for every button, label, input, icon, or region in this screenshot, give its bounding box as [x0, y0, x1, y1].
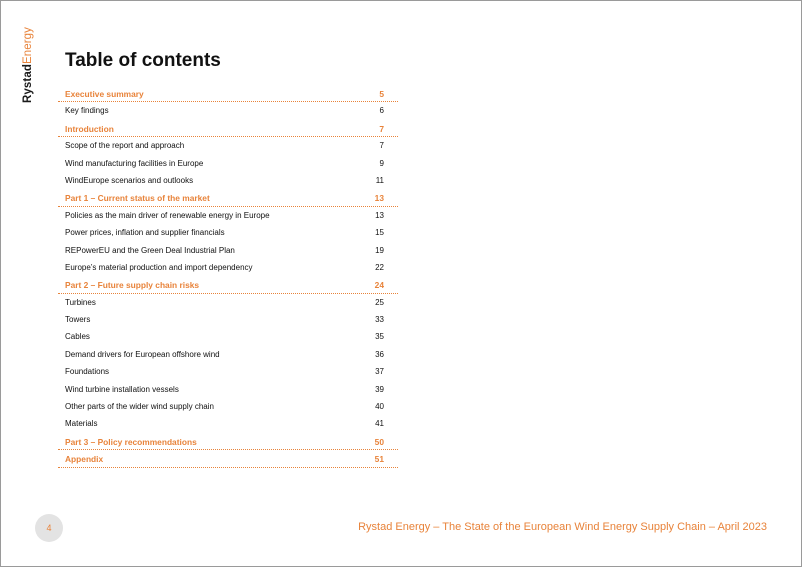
toc-entry[interactable] — [58, 102, 398, 119]
toc-entry-page: 51 — [374, 454, 384, 465]
toc-section-entry[interactable] — [58, 85, 398, 102]
toc-entry-title: Cables — [65, 332, 90, 342]
toc-section-entry[interactable] — [58, 120, 398, 137]
toc-entry-page: 6 — [379, 106, 384, 116]
toc-entry-page: 41 — [375, 419, 384, 429]
toc-entry-page: 13 — [374, 193, 384, 204]
toc-entry-title: Turbines — [65, 297, 96, 307]
toc-entry-page: 5 — [379, 89, 384, 99]
toc-entry-page: 13 — [375, 210, 384, 220]
toc-entry-page: 24 — [374, 280, 384, 291]
brand-logo-part2: Energy — [22, 27, 34, 65]
toc-entry[interactable] — [58, 415, 398, 432]
toc-entry[interactable] — [58, 155, 398, 172]
toc-entry-page: 50 — [374, 436, 384, 447]
footer-text: Rystad Energy – The State of the European Wind Energy Supply Chain – April 2023 — [358, 521, 767, 533]
toc-entry-title: Europe’s material production and import dependency — [65, 262, 253, 272]
toc-entry-title: Scope of the report and approach — [65, 141, 185, 151]
toc-entry[interactable] — [58, 172, 398, 189]
toc-entry[interactable] — [58, 398, 398, 415]
toc-entry-title: Part 2 – Future supply chain risks — [65, 280, 200, 291]
toc-entry-page: 11 — [375, 175, 384, 185]
toc-entry-title: Materials — [65, 419, 98, 429]
toc-entry[interactable] — [58, 137, 398, 154]
toc-entry-title: Part 3 – Policy recommendations — [65, 436, 197, 447]
toc-entry-page: 7 — [379, 141, 384, 151]
toc-entry[interactable] — [58, 207, 398, 224]
toc-entry[interactable] — [58, 242, 398, 259]
toc-entry-title: Foundations — [65, 367, 110, 377]
toc-entry-title: Appendix — [65, 454, 104, 465]
toc-entry-title: Introduction — [65, 123, 114, 134]
toc-entry-page: 25 — [375, 297, 384, 307]
toc-section-entry[interactable] — [58, 450, 398, 467]
toc-entry-title: Policies as the main driver of renewable energy in Europe — [65, 210, 270, 220]
toc-entry-page: 37 — [375, 367, 384, 377]
toc-entry-title: Towers — [65, 315, 91, 325]
table-of-contents — [58, 85, 398, 468]
toc-entry-title: Executive summary — [65, 89, 144, 99]
toc-entry-page: 40 — [375, 402, 384, 412]
toc-entry-title: Key findings — [65, 106, 109, 116]
toc-section-entry[interactable] — [58, 276, 398, 293]
toc-section-entry[interactable] — [58, 189, 398, 206]
toc-entry[interactable] — [58, 259, 398, 276]
toc-entry[interactable] — [58, 311, 398, 328]
page-number-badge: 4 — [35, 514, 63, 542]
toc-section-entry[interactable] — [58, 433, 398, 450]
toc-entry-page: 39 — [375, 384, 384, 394]
toc-entry-page: 7 — [379, 123, 384, 134]
brand-logo-part1: Rystad — [22, 64, 34, 103]
toc-entry-title: WindEurope scenarios and outlooks — [65, 175, 194, 185]
page-title: Table of contents — [65, 50, 221, 71]
toc-entry[interactable] — [58, 346, 398, 363]
toc-entry-title: Wind manufacturing facilities in Europe — [65, 158, 204, 168]
brand-logo — [22, 27, 34, 103]
toc-entry-title: Wind turbine installation vessels — [65, 384, 179, 394]
toc-entry-title: Part 1 – Current status of the market — [65, 193, 210, 204]
toc-entry-page: 19 — [375, 245, 384, 255]
toc-entry-title: Power prices, inflation and supplier financials — [65, 228, 225, 238]
toc-entry[interactable] — [58, 363, 398, 380]
toc-entry-title: Demand drivers for European offshore wind — [65, 349, 220, 359]
toc-entry[interactable] — [58, 294, 398, 311]
toc-entry-page: 9 — [379, 158, 384, 168]
toc-entry-page: 22 — [375, 262, 384, 272]
toc-entry-page: 15 — [375, 228, 384, 238]
toc-entry-title: Other parts of the wider wind supply chain — [65, 402, 214, 412]
toc-entry[interactable] — [58, 224, 398, 241]
toc-entry[interactable] — [58, 328, 398, 345]
toc-entry-page: 33 — [375, 315, 384, 325]
toc-entry[interactable] — [58, 381, 398, 398]
toc-entry-page: 35 — [375, 332, 384, 342]
toc-entry-page: 36 — [375, 349, 384, 359]
toc-entry-title: REPowerEU and the Green Deal Industrial Plan — [65, 245, 235, 255]
